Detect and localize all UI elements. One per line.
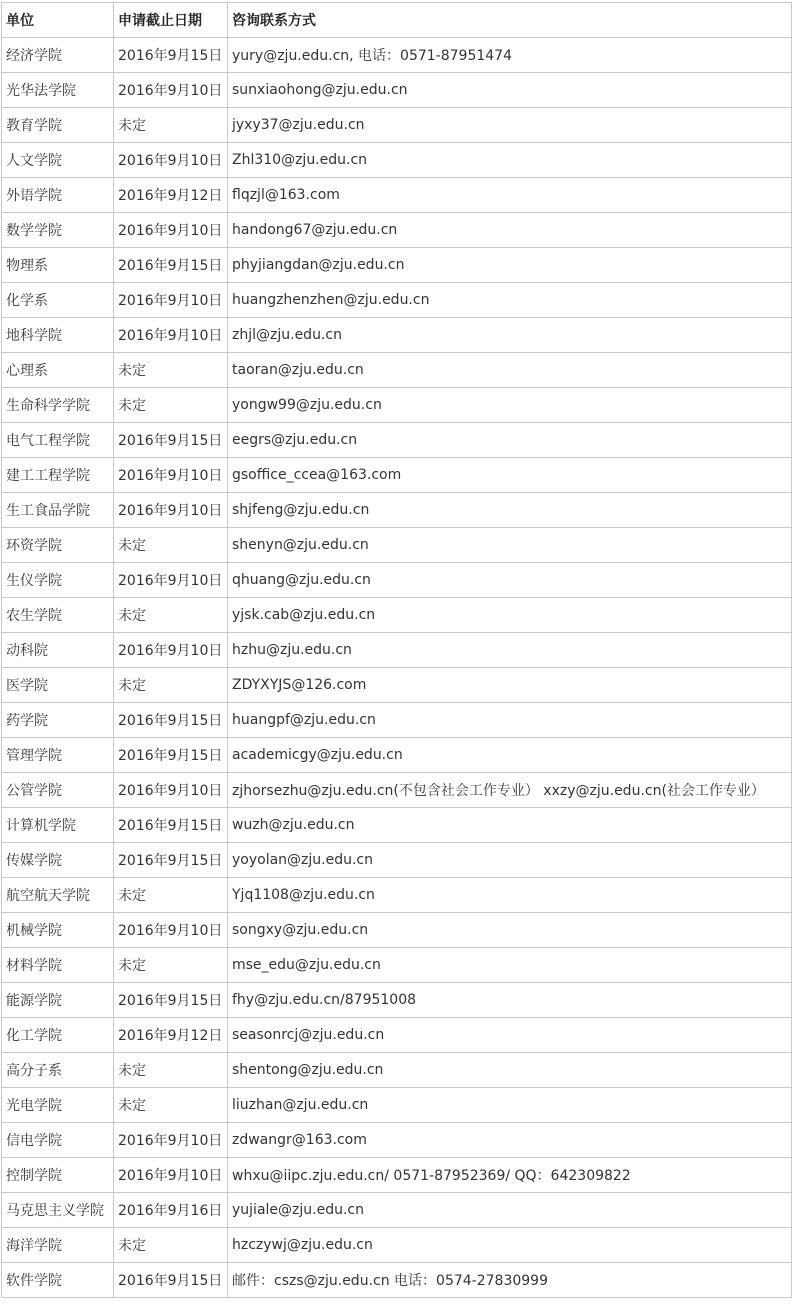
cell-contact: jyxy37@zju.edu.cn bbox=[228, 108, 792, 143]
cell-deadline: 2016年9月15日 bbox=[114, 738, 228, 773]
table-row bbox=[2, 1053, 792, 1088]
cell-contact: mse_edu@zju.edu.cn bbox=[228, 948, 792, 983]
cell-unit: 能源学院 bbox=[2, 983, 114, 1018]
cell-deadline: 2016年9月10日 bbox=[114, 213, 228, 248]
cell-unit: 生仪学院 bbox=[2, 563, 114, 598]
cell-contact: liuzhan@zju.edu.cn bbox=[228, 1088, 792, 1123]
cell-unit: 心理系 bbox=[2, 353, 114, 388]
table-row bbox=[2, 318, 792, 353]
header-unit: 单位 bbox=[2, 3, 114, 38]
cell-unit: 物理系 bbox=[2, 248, 114, 283]
cell-unit: 建工工程学院 bbox=[2, 458, 114, 493]
table-row bbox=[2, 598, 792, 633]
cell-contact: hzczywj@zju.edu.cn bbox=[228, 1228, 792, 1263]
cell-unit: 计算机学院 bbox=[2, 808, 114, 843]
cell-deadline: 未定 bbox=[114, 668, 228, 703]
cell-contact: wuzh@zju.edu.cn bbox=[228, 808, 792, 843]
cell-deadline: 未定 bbox=[114, 388, 228, 423]
table-row bbox=[2, 983, 792, 1018]
table-row bbox=[2, 1018, 792, 1053]
cell-deadline: 2016年9月15日 bbox=[114, 843, 228, 878]
table-row bbox=[2, 913, 792, 948]
cell-unit: 信电学院 bbox=[2, 1123, 114, 1158]
cell-contact: huangpf@zju.edu.cn bbox=[228, 703, 792, 738]
cell-unit: 材料学院 bbox=[2, 948, 114, 983]
cell-unit: 经济学院 bbox=[2, 38, 114, 73]
cell-unit: 化学系 bbox=[2, 283, 114, 318]
cell-contact: yjsk.cab@zju.edu.cn bbox=[228, 598, 792, 633]
cell-deadline: 未定 bbox=[114, 353, 228, 388]
cell-deadline: 未定 bbox=[114, 1053, 228, 1088]
cell-contact: hzhu@zju.edu.cn bbox=[228, 633, 792, 668]
cell-contact: songxy@zju.edu.cn bbox=[228, 913, 792, 948]
cell-deadline: 2016年9月10日 bbox=[114, 73, 228, 108]
cell-unit: 医学院 bbox=[2, 668, 114, 703]
cell-unit: 动科院 bbox=[2, 633, 114, 668]
cell-deadline: 未定 bbox=[114, 528, 228, 563]
cell-contact: gsoffice_ccea@163.com bbox=[228, 458, 792, 493]
cell-contact: yoyolan@zju.edu.cn bbox=[228, 843, 792, 878]
cell-deadline: 2016年9月12日 bbox=[114, 178, 228, 213]
cell-deadline: 2016年9月12日 bbox=[114, 1018, 228, 1053]
table-row bbox=[2, 38, 792, 73]
cell-contact: ZDYXYJS@126.com bbox=[228, 668, 792, 703]
cell-deadline: 未定 bbox=[114, 1228, 228, 1263]
table-row bbox=[2, 633, 792, 668]
cell-deadline: 2016年9月16日 bbox=[114, 1193, 228, 1228]
table-row bbox=[2, 738, 792, 773]
cell-contact: shentong@zju.edu.cn bbox=[228, 1053, 792, 1088]
cell-contact: whxu@iipc.zju.edu.cn/ 0571-87952369/ QQ：642309822 bbox=[228, 1158, 792, 1193]
cell-deadline: 2016年9月15日 bbox=[114, 983, 228, 1018]
cell-deadline: 未定 bbox=[114, 1088, 228, 1123]
header-contact: 咨询联系方式 bbox=[228, 3, 792, 38]
cell-deadline: 2016年9月15日 bbox=[114, 423, 228, 458]
table-row bbox=[2, 808, 792, 843]
cell-deadline: 2016年9月10日 bbox=[114, 283, 228, 318]
cell-deadline: 2016年9月10日 bbox=[114, 143, 228, 178]
cell-contact: shjfeng@zju.edu.cn bbox=[228, 493, 792, 528]
cell-unit: 机械学院 bbox=[2, 913, 114, 948]
cell-unit: 马克思主义学院 bbox=[2, 1193, 114, 1228]
cell-unit: 生工食品学院 bbox=[2, 493, 114, 528]
table-row bbox=[2, 1263, 792, 1298]
table-row bbox=[2, 1123, 792, 1158]
cell-unit: 光电学院 bbox=[2, 1088, 114, 1123]
table-row bbox=[2, 388, 792, 423]
cell-contact: phyjiangdan@zju.edu.cn bbox=[228, 248, 792, 283]
cell-deadline: 2016年9月10日 bbox=[114, 563, 228, 598]
cell-unit: 传媒学院 bbox=[2, 843, 114, 878]
cell-unit: 海洋学院 bbox=[2, 1228, 114, 1263]
table-row bbox=[2, 423, 792, 458]
cell-unit: 高分子系 bbox=[2, 1053, 114, 1088]
cell-deadline: 2016年9月10日 bbox=[114, 493, 228, 528]
cell-contact: fhy@zju.edu.cn/87951008 bbox=[228, 983, 792, 1018]
table-row bbox=[2, 353, 792, 388]
cell-unit: 药学院 bbox=[2, 703, 114, 738]
table-row bbox=[2, 948, 792, 983]
cell-contact: yongw99@zju.edu.cn bbox=[228, 388, 792, 423]
cell-deadline: 未定 bbox=[114, 108, 228, 143]
contact-table bbox=[1, 2, 792, 1298]
cell-unit: 人文学院 bbox=[2, 143, 114, 178]
table-row bbox=[2, 178, 792, 213]
cell-contact: huangzhenzhen@zju.edu.cn bbox=[228, 283, 792, 318]
table-row bbox=[2, 213, 792, 248]
cell-contact: zjhorsezhu@zju.edu.cn(不包含社会工作专业） xxzy@zju.edu.cn(社会工作专业） bbox=[228, 773, 792, 808]
cell-contact: academicgy@zju.edu.cn bbox=[228, 738, 792, 773]
cell-deadline: 2016年9月10日 bbox=[114, 458, 228, 493]
cell-deadline: 2016年9月15日 bbox=[114, 248, 228, 283]
cell-unit: 软件学院 bbox=[2, 1263, 114, 1298]
header-row bbox=[2, 3, 792, 38]
cell-unit: 外语学院 bbox=[2, 178, 114, 213]
cell-unit: 数学学院 bbox=[2, 213, 114, 248]
cell-unit: 环资学院 bbox=[2, 528, 114, 563]
table-row bbox=[2, 108, 792, 143]
table-row bbox=[2, 1228, 792, 1263]
table-row bbox=[2, 703, 792, 738]
cell-contact: yujiale@zju.edu.cn bbox=[228, 1193, 792, 1228]
cell-unit: 农生学院 bbox=[2, 598, 114, 633]
header-deadline: 申请截止日期 bbox=[114, 3, 228, 38]
cell-unit: 公管学院 bbox=[2, 773, 114, 808]
table-row bbox=[2, 73, 792, 108]
cell-unit: 电气工程学院 bbox=[2, 423, 114, 458]
cell-contact: seasonrcj@zju.edu.cn bbox=[228, 1018, 792, 1053]
cell-deadline: 2016年9月15日 bbox=[114, 1263, 228, 1298]
cell-contact: Zhl310@zju.edu.cn bbox=[228, 143, 792, 178]
cell-deadline: 2016年9月10日 bbox=[114, 773, 228, 808]
cell-unit: 教育学院 bbox=[2, 108, 114, 143]
cell-contact: qhuang@zju.edu.cn bbox=[228, 563, 792, 598]
table-row bbox=[2, 843, 792, 878]
cell-contact: zdwangr@163.com bbox=[228, 1123, 792, 1158]
cell-deadline: 2016年9月10日 bbox=[114, 633, 228, 668]
cell-contact: flqzjl@163.com bbox=[228, 178, 792, 213]
cell-unit: 航空航天学院 bbox=[2, 878, 114, 913]
cell-contact: 邮件：cszs@zju.edu.cn 电话：0574-27830999 bbox=[228, 1263, 792, 1298]
cell-contact: handong67@zju.edu.cn bbox=[228, 213, 792, 248]
cell-contact: eegrs@zju.edu.cn bbox=[228, 423, 792, 458]
cell-unit: 化工学院 bbox=[2, 1018, 114, 1053]
cell-contact: zhjl@zju.edu.cn bbox=[228, 318, 792, 353]
cell-deadline: 未定 bbox=[114, 948, 228, 983]
table-row bbox=[2, 493, 792, 528]
cell-contact: taoran@zju.edu.cn bbox=[228, 353, 792, 388]
table-row bbox=[2, 143, 792, 178]
table-row bbox=[2, 283, 792, 318]
table-row bbox=[2, 668, 792, 703]
table-row bbox=[2, 878, 792, 913]
table-row bbox=[2, 1088, 792, 1123]
table-row bbox=[2, 458, 792, 493]
cell-deadline: 未定 bbox=[114, 598, 228, 633]
table-row bbox=[2, 563, 792, 598]
cell-deadline: 2016年9月10日 bbox=[114, 1123, 228, 1158]
cell-deadline: 2016年9月15日 bbox=[114, 808, 228, 843]
cell-unit: 管理学院 bbox=[2, 738, 114, 773]
cell-contact: shenyn@zju.edu.cn bbox=[228, 528, 792, 563]
cell-deadline: 2016年9月15日 bbox=[114, 38, 228, 73]
cell-unit: 生命科学学院 bbox=[2, 388, 114, 423]
cell-contact: yury@zju.edu.cn, 电话：0571-87951474 bbox=[228, 38, 792, 73]
cell-deadline: 2016年9月15日 bbox=[114, 703, 228, 738]
table-row bbox=[2, 1193, 792, 1228]
cell-contact: sunxiaohong@zju.edu.cn bbox=[228, 73, 792, 108]
cell-deadline: 2016年9月10日 bbox=[114, 913, 228, 948]
cell-deadline: 2016年9月10日 bbox=[114, 318, 228, 353]
cell-contact: Yjq1108@zju.edu.cn bbox=[228, 878, 792, 913]
table-row bbox=[2, 528, 792, 563]
table-row bbox=[2, 773, 792, 808]
cell-deadline: 2016年9月10日 bbox=[114, 1158, 228, 1193]
table-row bbox=[2, 248, 792, 283]
cell-unit: 控制学院 bbox=[2, 1158, 114, 1193]
cell-unit: 地科学院 bbox=[2, 318, 114, 353]
cell-unit: 光华法学院 bbox=[2, 73, 114, 108]
cell-deadline: 未定 bbox=[114, 878, 228, 913]
table-row bbox=[2, 1158, 792, 1193]
